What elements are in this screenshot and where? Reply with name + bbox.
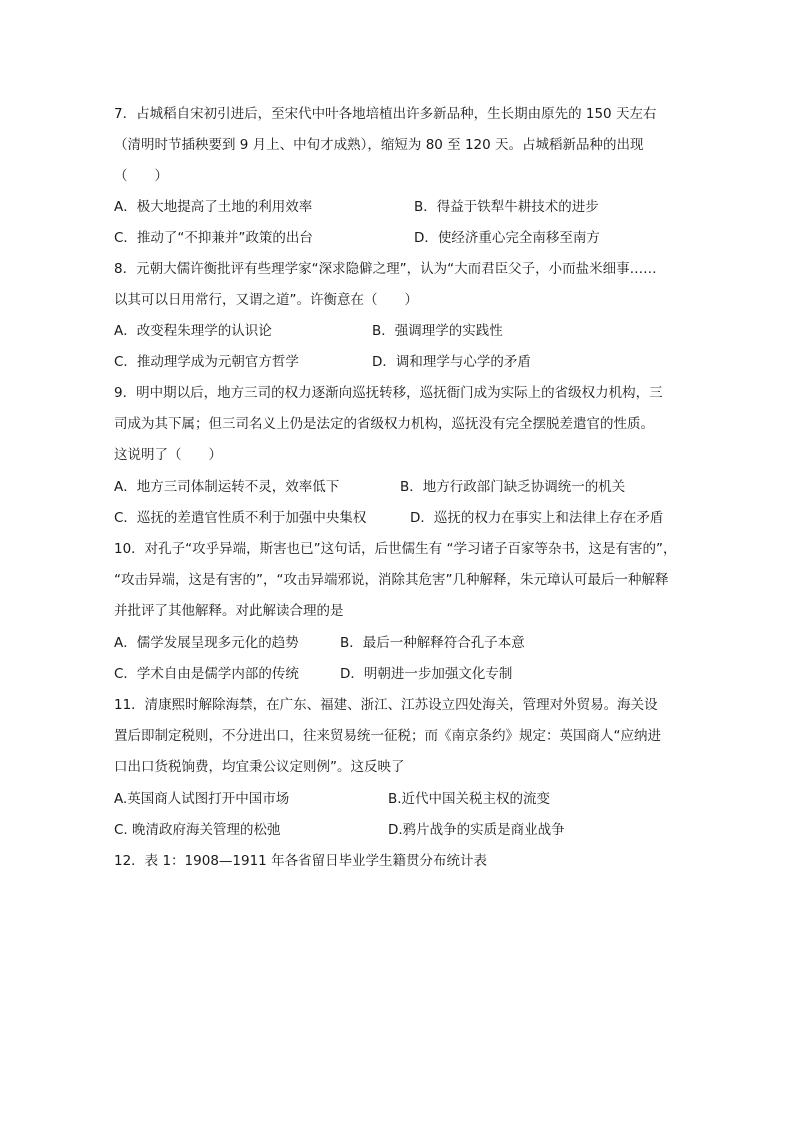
question-7-option-d[interactable]: D．使经济重心完全南移至南方 bbox=[414, 230, 600, 246]
question-7-option-c[interactable]: C．推动了“不抑兼并”政策的出台 bbox=[114, 230, 313, 246]
question-9-option-c[interactable]: C．巡抚的差遣官性质不利于加强中央集权 bbox=[114, 510, 367, 526]
question-9-stem-line-1: 9．明中期以后，地方三司的权力逐渐向巡抚转移，巡抚衙门成为实际上的省级权力机构，三 bbox=[114, 385, 663, 401]
question-8-option-d[interactable]: D．调和理学与心学的矛盾 bbox=[372, 354, 531, 370]
question-7-stem-line-3: （ ） bbox=[114, 168, 168, 184]
question-10-stem-line-2: “攻击异端，这是有害的”，“攻击异端邪说，消除其危害”几种解释，朱元璋认可最后一种解释 bbox=[114, 572, 669, 588]
question-10-option-b[interactable]: B．最后一种解释符合孔子本意 bbox=[340, 635, 525, 651]
question-10-stem-line-1: 10．对孔子“攻乎异端，斯害也已”这句话，后世儒生有 “学习诸子百家等杂书，这是有害的”， bbox=[114, 541, 677, 557]
question-11-option-d[interactable]: D.鸦片战争的实质是商业战争 bbox=[388, 822, 565, 838]
question-7-stem-line-1: 7．占城稻自宋初引进后，至宋代中叶各地培植出许多新品种，生长期由原先的 150 天左右 bbox=[114, 106, 657, 122]
question-11-option-a[interactable]: A.英国商人试图打开中国市场 bbox=[114, 791, 290, 807]
question-7-option-a[interactable]: A．极大地提高了土地的利用效率 bbox=[114, 199, 313, 215]
question-8-option-a[interactable]: A．改变程朱理学的认识论 bbox=[114, 323, 272, 339]
question-9-option-b[interactable]: B．地方行政部门缺乏协调统一的机关 bbox=[400, 479, 626, 495]
question-11-stem-line-1: 11．清康熙时解除海禁，在广东、福建、浙江、江苏设立四处海关，管理对外贸易。海关设 bbox=[114, 697, 658, 713]
question-8-stem-line-1: 8．元朝大儒许衡批评有些理学家“深求隐僻之理”，认为“大而君臣父子，小而盐米细事…… bbox=[114, 261, 657, 277]
question-9-option-a[interactable]: A．地方三司体制运转不灵，效率低下 bbox=[114, 479, 340, 495]
question-8-stem-line-2: 以其可以日用常行，又谓之道”。许衡意在（ ） bbox=[114, 292, 418, 308]
question-8-option-c[interactable]: C．推动理学成为元朝官方哲学 bbox=[114, 354, 299, 370]
question-12-stem-line-1: 12．表 1：1908—1911 年各省留日毕业学生籍贯分布统计表 bbox=[114, 853, 488, 869]
question-10-stem-line-3: 并批评了其他解释。对此解读合理的是 bbox=[114, 603, 344, 619]
question-9-stem-line-2: 司成为其下属；但三司名义上仍是法定的省级权力机构，巡抚没有完全摆脱差遣官的性质。 bbox=[114, 416, 654, 432]
question-7-option-b[interactable]: B．得益于铁犁牛耕技术的进步 bbox=[414, 199, 599, 215]
question-10-option-c[interactable]: C．学术自由是儒学内部的传统 bbox=[114, 666, 299, 682]
question-9-stem-line-3: 这说明了（ ） bbox=[114, 447, 222, 463]
question-7-stem-line-2: （清明时节插秧要到 9 月上、中旬才成熟），缩短为 80 至 120 天。占城稻新品种的出现 bbox=[114, 137, 644, 153]
question-11-stem-line-2: 置后即制定税则，不分进出口，往来贸易统一征税；而《南京条约》规定：英国商人“应纳进 bbox=[114, 728, 661, 744]
question-9-option-d[interactable]: D．巡抚的权力在事实上和法律上存在矛盾 bbox=[410, 510, 664, 526]
question-10-option-d[interactable]: D．明朝进一步加强文化专制 bbox=[340, 666, 513, 682]
question-11-stem-line-3: 口出口货税饷费，均宜秉公议定则例”。这反映了 bbox=[114, 759, 405, 775]
question-10-option-a[interactable]: A．儒学发展呈现多元化的趋势 bbox=[114, 635, 299, 651]
question-8-option-b[interactable]: B．强调理学的实践性 bbox=[372, 323, 503, 339]
question-11-option-b[interactable]: B.近代中国关税主权的流变 bbox=[388, 791, 551, 807]
question-11-option-c[interactable]: C. 晚清政府海关管理的松弛 bbox=[114, 822, 281, 838]
